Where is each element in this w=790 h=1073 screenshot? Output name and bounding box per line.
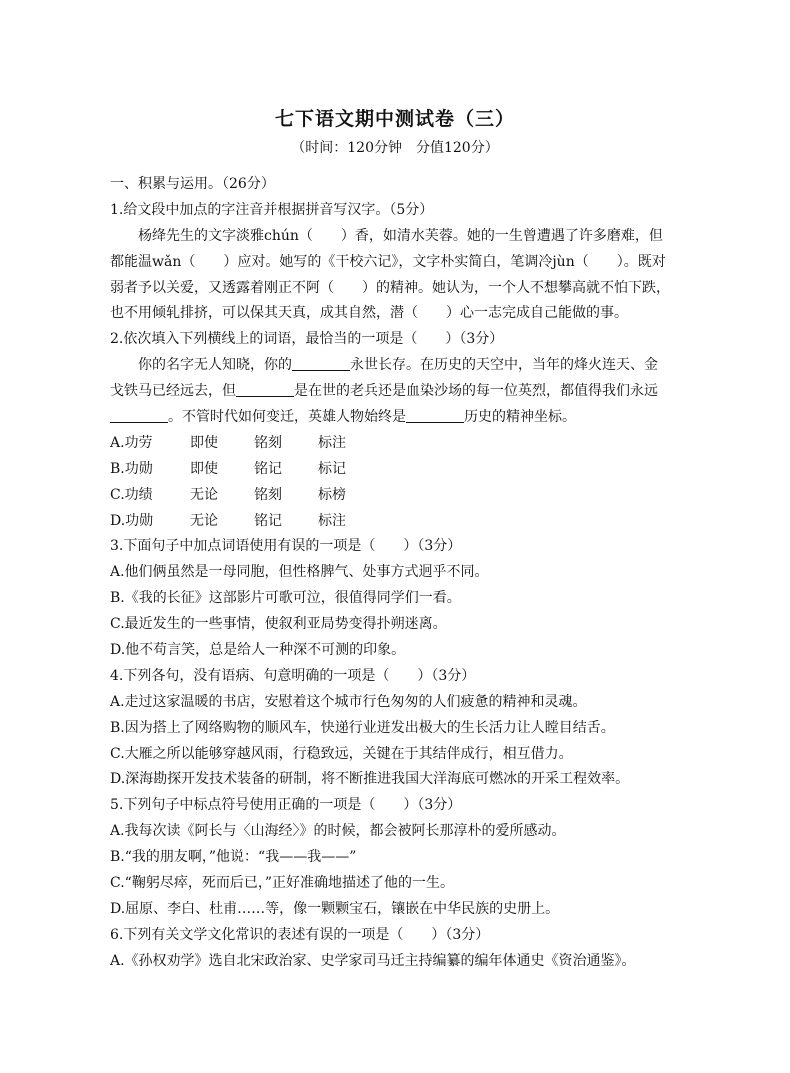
option-c[interactable]: C.“鞠躬尽瘁，死而后已，”正好准确地描述了他的一生。 <box>110 875 454 892</box>
option-cell: 即使 <box>190 460 218 477</box>
option-cell: 即使 <box>190 434 218 451</box>
passage-text: 是在世的老兵还是血染沙场的每一位英烈，都值得我们永远 <box>294 383 658 400</box>
question-1-passage-line: 弱者予以关爱，又透露着刚正不阿（ ）的精神。她认为，一个人不想攀高就不怕下跌， <box>110 279 670 296</box>
question-2-passage-line <box>110 405 764 431</box>
option-cell: B.功勋 <box>110 460 153 477</box>
option-cell: 标注 <box>318 512 346 529</box>
passage-text: 。不管时代如何变迁，英雄人物始终是 <box>168 409 406 426</box>
option-a[interactable]: A.走过这家温暖的书店，安慰着这个城市行色匆匆的人们疲惫的精神和灵魂。 <box>110 693 587 710</box>
option-cell: 标记 <box>318 460 346 477</box>
option-c[interactable]: C.大雁之所以能够穿越风雨，行稳致远，关键在于其结伴成行，相互借力。 <box>110 745 573 762</box>
option-cell: A.功劳 <box>110 434 153 451</box>
passage-text: 历史的精神坐标。 <box>464 409 576 426</box>
option-a[interactable]: A.《孙权劝学》选自北宋政治家、史学家司马迁主持编纂的编年体通史《资治通鉴》。 <box>110 952 636 969</box>
option-row[interactable] <box>110 483 764 509</box>
question-1-passage-line: 杨绛先生的文字淡雅chún（ ）香，如清水芙蓉。她的一生曾遭遇了许多磨难，但 <box>138 227 663 244</box>
question-1-stem: 1.给文段中加点的字注音并根据拼音写汉字。（5分） <box>110 201 434 218</box>
option-row[interactable] <box>110 457 764 483</box>
option-cell: D.功勋 <box>110 512 154 529</box>
option-c[interactable]: C.最近发生的一些事情，使叙利亚局势变得扑朔迷离。 <box>110 616 447 633</box>
passage-text: 永世长存。在历史的天空中，当年的烽火连天、金 <box>350 357 658 374</box>
option-b[interactable]: B.《我的长征》这部影片可歌可泣，很值得同学们一看。 <box>110 590 461 607</box>
option-b[interactable]: B.“我的朋友啊，”他说：“我——我——” <box>110 849 357 866</box>
option-cell: 铭记 <box>254 512 282 529</box>
question-5-stem: 5.下列句子中标点符号使用正确的一项是（ ）（3分） <box>110 797 462 814</box>
option-d[interactable]: D.屈原、李白、杜甫……等，像一颗颗宝石，镶嵌在中华民族的史册上。 <box>110 900 560 917</box>
question-1-passage-line: 都能温wǎn（ ）应对。她写的《干校六记》，文字朴实简白，笔调冷jùn（ ）。既对 <box>110 253 666 270</box>
option-a[interactable]: A.我每次读《阿长与〈山海经〉》的时候，都会被阿长那淳朴的爱所感动。 <box>110 823 566 840</box>
question-3-stem: 3.下面句子中加点词语使用有误的一项是（ ）（3分） <box>110 538 462 555</box>
fill-blank[interactable] <box>236 382 294 397</box>
option-row[interactable] <box>110 431 764 457</box>
option-d[interactable]: D.深海勘探开发技术装备的研制，将不断推进我国大洋海底可燃冰的开采工程效率。 <box>110 771 630 788</box>
option-cell: 铭记 <box>254 460 282 477</box>
fill-blank[interactable] <box>406 408 464 423</box>
option-cell: C.功绩 <box>110 486 153 503</box>
option-cell: 无论 <box>190 512 218 529</box>
option-b[interactable]: B.因为搭上了网络购物的顺风车，快递行业迸发出极大的生长活力让人瞠目结舌。 <box>110 719 615 736</box>
option-cell: 标注 <box>318 434 346 451</box>
question-2-passage-line <box>110 379 764 405</box>
page-title: 七下语文期中测试卷（三） <box>274 108 515 130</box>
passage-text: 戈铁马已经远去，但 <box>110 383 236 400</box>
fill-blank[interactable] <box>292 356 350 371</box>
option-cell: 铭刻 <box>254 434 282 451</box>
option-d[interactable]: D.他不苟言笑，总是给人一种深不可测的印象。 <box>110 642 406 659</box>
page-subtitle: （时间：120分钟 分值120分） <box>291 140 499 156</box>
option-cell: 无论 <box>190 486 218 503</box>
question-4-stem: 4.下列各句，没有语病、句意明确的一项是（ ）（3分） <box>110 667 476 684</box>
fill-blank[interactable] <box>110 408 168 423</box>
question-2-stem: 2.依次填入下列横线上的词语，最恰当的一项是（ ）（3分） <box>110 331 504 348</box>
exam-body <box>110 172 764 975</box>
question-6-stem: 6.下列有关文学文化常识的表述有误的一项是（ ）（3分） <box>110 926 490 943</box>
question-1-passage-line: 也不用倾轧排挤，可以保其天真，成其自然，潜（ ）心一志完成自己能做的事。 <box>110 305 628 322</box>
option-cell: 标榜 <box>318 486 346 503</box>
option-cell: 铭刻 <box>254 486 282 503</box>
passage-text: 你的名字无人知晓，你的 <box>138 357 292 374</box>
section-heading: 一、积累与运用。（26分） <box>110 176 275 192</box>
option-row[interactable] <box>110 509 764 535</box>
option-a[interactable]: A.他们俩虽然是一母同胞，但性格脾气、处事方式迥乎不同。 <box>110 564 489 581</box>
question-2-passage-line <box>110 353 764 379</box>
